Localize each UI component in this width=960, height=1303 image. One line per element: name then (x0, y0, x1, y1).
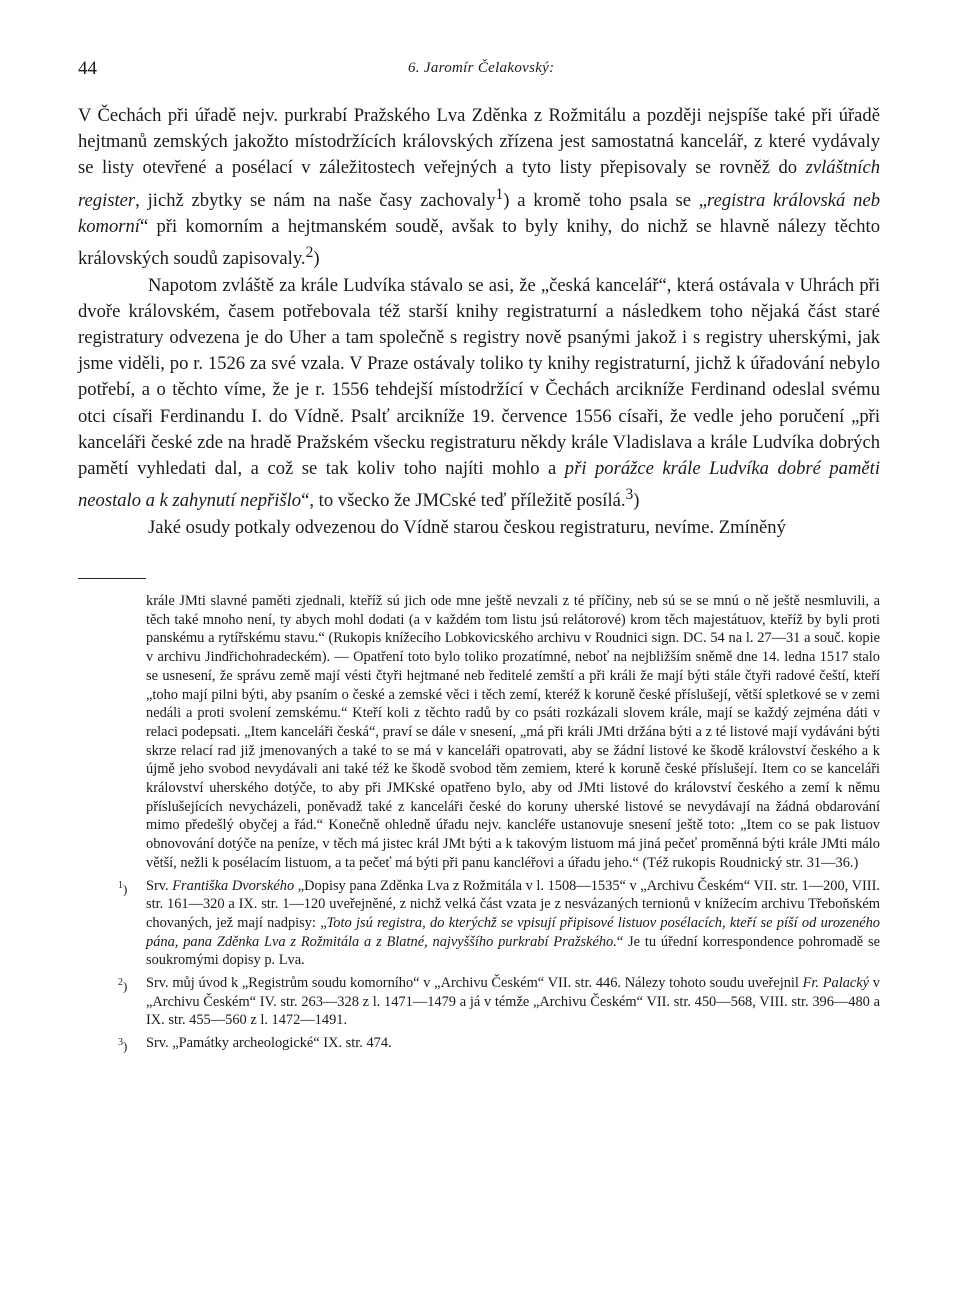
text-run: , jichž zbytky se nám na naše časy zachovaly (135, 189, 496, 211)
paragraph (78, 515, 880, 541)
main-text (78, 103, 880, 541)
text-run: Jaké osudy potkaly odvezenou do Vídně starou českou registraturu, nevíme. Zmíněný (148, 516, 786, 538)
footnote-1 (78, 877, 880, 971)
footnote-ref: 2 (305, 244, 314, 262)
paragraph (78, 103, 880, 273)
text-run: ) a kromě toho psala se „ (503, 189, 708, 211)
footnotes (78, 592, 880, 1053)
text-run: V Čechách při úřadě nejv. purkrabí Pražského Lva Zděnka z Rožmitálu a později nejspíše také při úřadě hejtmanů zemských jakožto místodržících královských zřízena jest samostatná kancelář, z které vydávaly se listy otevřené a posélací v záležitostech veřejných a tyto listy přepisovaly se rovněž do (78, 105, 880, 179)
text-run: krále JMti slavné paměti zjednali, kteříž sú jich ode mne ještě nevzali z té příčiny, neb sú se se mnú o ně ještě nesmluvili, a těch také mnoho není, ty abych mohl dodati (a v každém tom listu jsú relátorové) krom těch majestátuov, kteříž by byli proti panskému a rytířskému stavu.“ (Rukopis knížecího Lobkovicského archivu v Roudnici sign. DC. 54 na l. 27—31 a souč. kopie v archivu Jindřichohradeckém). — Opatření toto bylo toliko prozatímné, neboť na nejbližším sněmě dne 14. ledna 1517 stalo se usnesení, že správu země mají vésti čtyři hejtmané neb ředitelé zemští a při králi že mají býti stále čtyři radové čeští, kteří „toho mají pilni býti, aby psaním o české a zemské věci i těch zemí, kteréž k koruně české příslušejí, větší spletkové se v zemi nedáli a proti svolení zemskému.“ Kteří koli z těchto radů by co psáti rozkázali slovem krále, mají se každý zejména dáti v relaci podepsati. „Item kanceláři česká“, praví se dále v snesení, „má při králi JMti držána býti a z té listové mají vydáváni býti skrze relací rad již jmenovaných a také to se má v kanceláři opatrovati, aby se žádní listové ke škodě království českého a k újmě jeho svobod nevydávali ani také též ke škodě svobod těm zemiem, které k koruně české příslušejí. Item co se kanceláři království uherského dotýče, to aby při JMKské opatřeno bylo, aby od JMti listové do království českého a zemí k němu příslušejících nevycházeli, poněvadž také z kanceláři české do koruny uherské listové se nevydávají na žádná obdarování mimo předešlý obyčej a řád.“ Konečně ohledně úřadu nejv. kancléře ustanovuje snesení ještě toto: „Item co se pak listuov obnovování dotýče na peníze, v těch má jistec král JMt býti a k takovým listuom má jiná pečeť proměnná býti krále JMti málo větší, nežli k posélacím listuom, a ta pečeť má býti při panu kancléřovi a úřadu jeho.“ (Též rukopis Roudnický str. 31—36.) (146, 593, 880, 871)
footnote-text (146, 878, 880, 969)
text-run: Napotom zvláště za krále Ludvíka stávalo se asi, že „česká kancelář“, která ostávala v Uhrách při dvoře královském, časem potřebovala též starší knihy registraturní a následkem toho nějaká část staré registratury odvezena je do Uher a tam společně s registry nově psanými jakož i s registry uherskými, jak jsme viděli, po r. 1526 za své vzala. V Praze ostávaly toliko ty knihy registraturní, jichž k úřadování nebylo potřebí, a o těchto víme, že je r. 1556 tehdejší místodržící v Čechách arcikníže Ferdinand odeslal svému otci císaři Ferdinandu I. do Vídně. Psalť arcikníže 19. července 1556 císaři, že vedle jeho poručení „při kanceláři české zde na hradě Pražském všecku registraturu někdy krále Vladislava a krále Ludvíka dobrých pamětí vyhledati dal, a což se tak koliv toho najíti mohlo a (78, 274, 880, 480)
footnote-text (146, 975, 880, 1028)
running-head: 6. Jaromír Čelakovský: (408, 60, 555, 76)
paragraph (78, 273, 880, 515)
page-header (78, 58, 878, 84)
footnote-continuation (78, 592, 880, 873)
italic-run: Toto jsú registra, do kterýchž se vpisují připisové listuov posélacích, kteří se píší od urozeného pána, pana Zděnka Lva z Rožmitála a z Blatné, najvyššího purkrabí Pražského. (146, 914, 880, 950)
footnote-separator (78, 578, 146, 579)
text-run: ) (633, 490, 640, 512)
text-run: “, to všecko že JMCské teď příležitě posílá. (301, 490, 626, 512)
footnote-ref: 3 (625, 486, 634, 504)
text-run: “ při komorním a hejtmanském soudě, avšak to byly knihy, do nichž se hlavně nálezy těchto královských soudů zapisovaly. (78, 216, 880, 270)
italic-run: registra královská neb komorní (78, 189, 880, 237)
text-run: Srv. „Památky archeologické“ IX. str. 474. (146, 1035, 392, 1052)
text-run: Srv. (146, 877, 173, 894)
text-run: v „Archivu Českém“ IV. str. 263—328 z l. 1471—1479 a já v témže „Archivu Českém“ VII. str. 450—568, VIII. str. 396—480 a IX. str. 455—560 z l. 1472—1491. (146, 975, 880, 1029)
footnote-marker: $^2$) (118, 977, 128, 994)
italic-run: zvláštních register (78, 157, 880, 211)
text-run: „Dopisy pana Zděnka Lva z Rožmitála v l. 1508—1535“ v „Archivu Českém“ VII. str. 1—200, VIII. str. 161—320 a IX. str. 1—120 uveřejněné, z nichž velká část vzata je z nesvázaných ternionů v knížecím archivu Třeboňském chovaných, jež mají nadpisy: „ (146, 877, 880, 931)
page-number: 44 (78, 58, 97, 79)
footnote-text (146, 1035, 392, 1051)
footnote-2 (78, 974, 880, 1030)
text-run: ) (313, 248, 320, 270)
italic-run: při porážce krále Ludvíka dobré paměti neostalo a k zahynutí nepřišlo (78, 458, 880, 512)
footnote-marker: $^3$) (118, 1037, 128, 1054)
footnote-marker: $^1$) (118, 879, 128, 896)
text-run: Srv. můj úvod k „Registrům soudu komorního“ v „Archivu Českém“ VII. str. 446. Nálezy tohoto soudu uveřejnil (146, 975, 803, 992)
text-run: “ Je tu úřední korrespondence pohromadě se soukromými dopisy p. Lva. (146, 933, 880, 969)
footnote-ref: 1 (495, 185, 504, 203)
italic-run: Fr. Palacký (802, 975, 870, 992)
italic-run: Františka Dvorského (172, 877, 295, 894)
footnote-3 (78, 1034, 880, 1053)
